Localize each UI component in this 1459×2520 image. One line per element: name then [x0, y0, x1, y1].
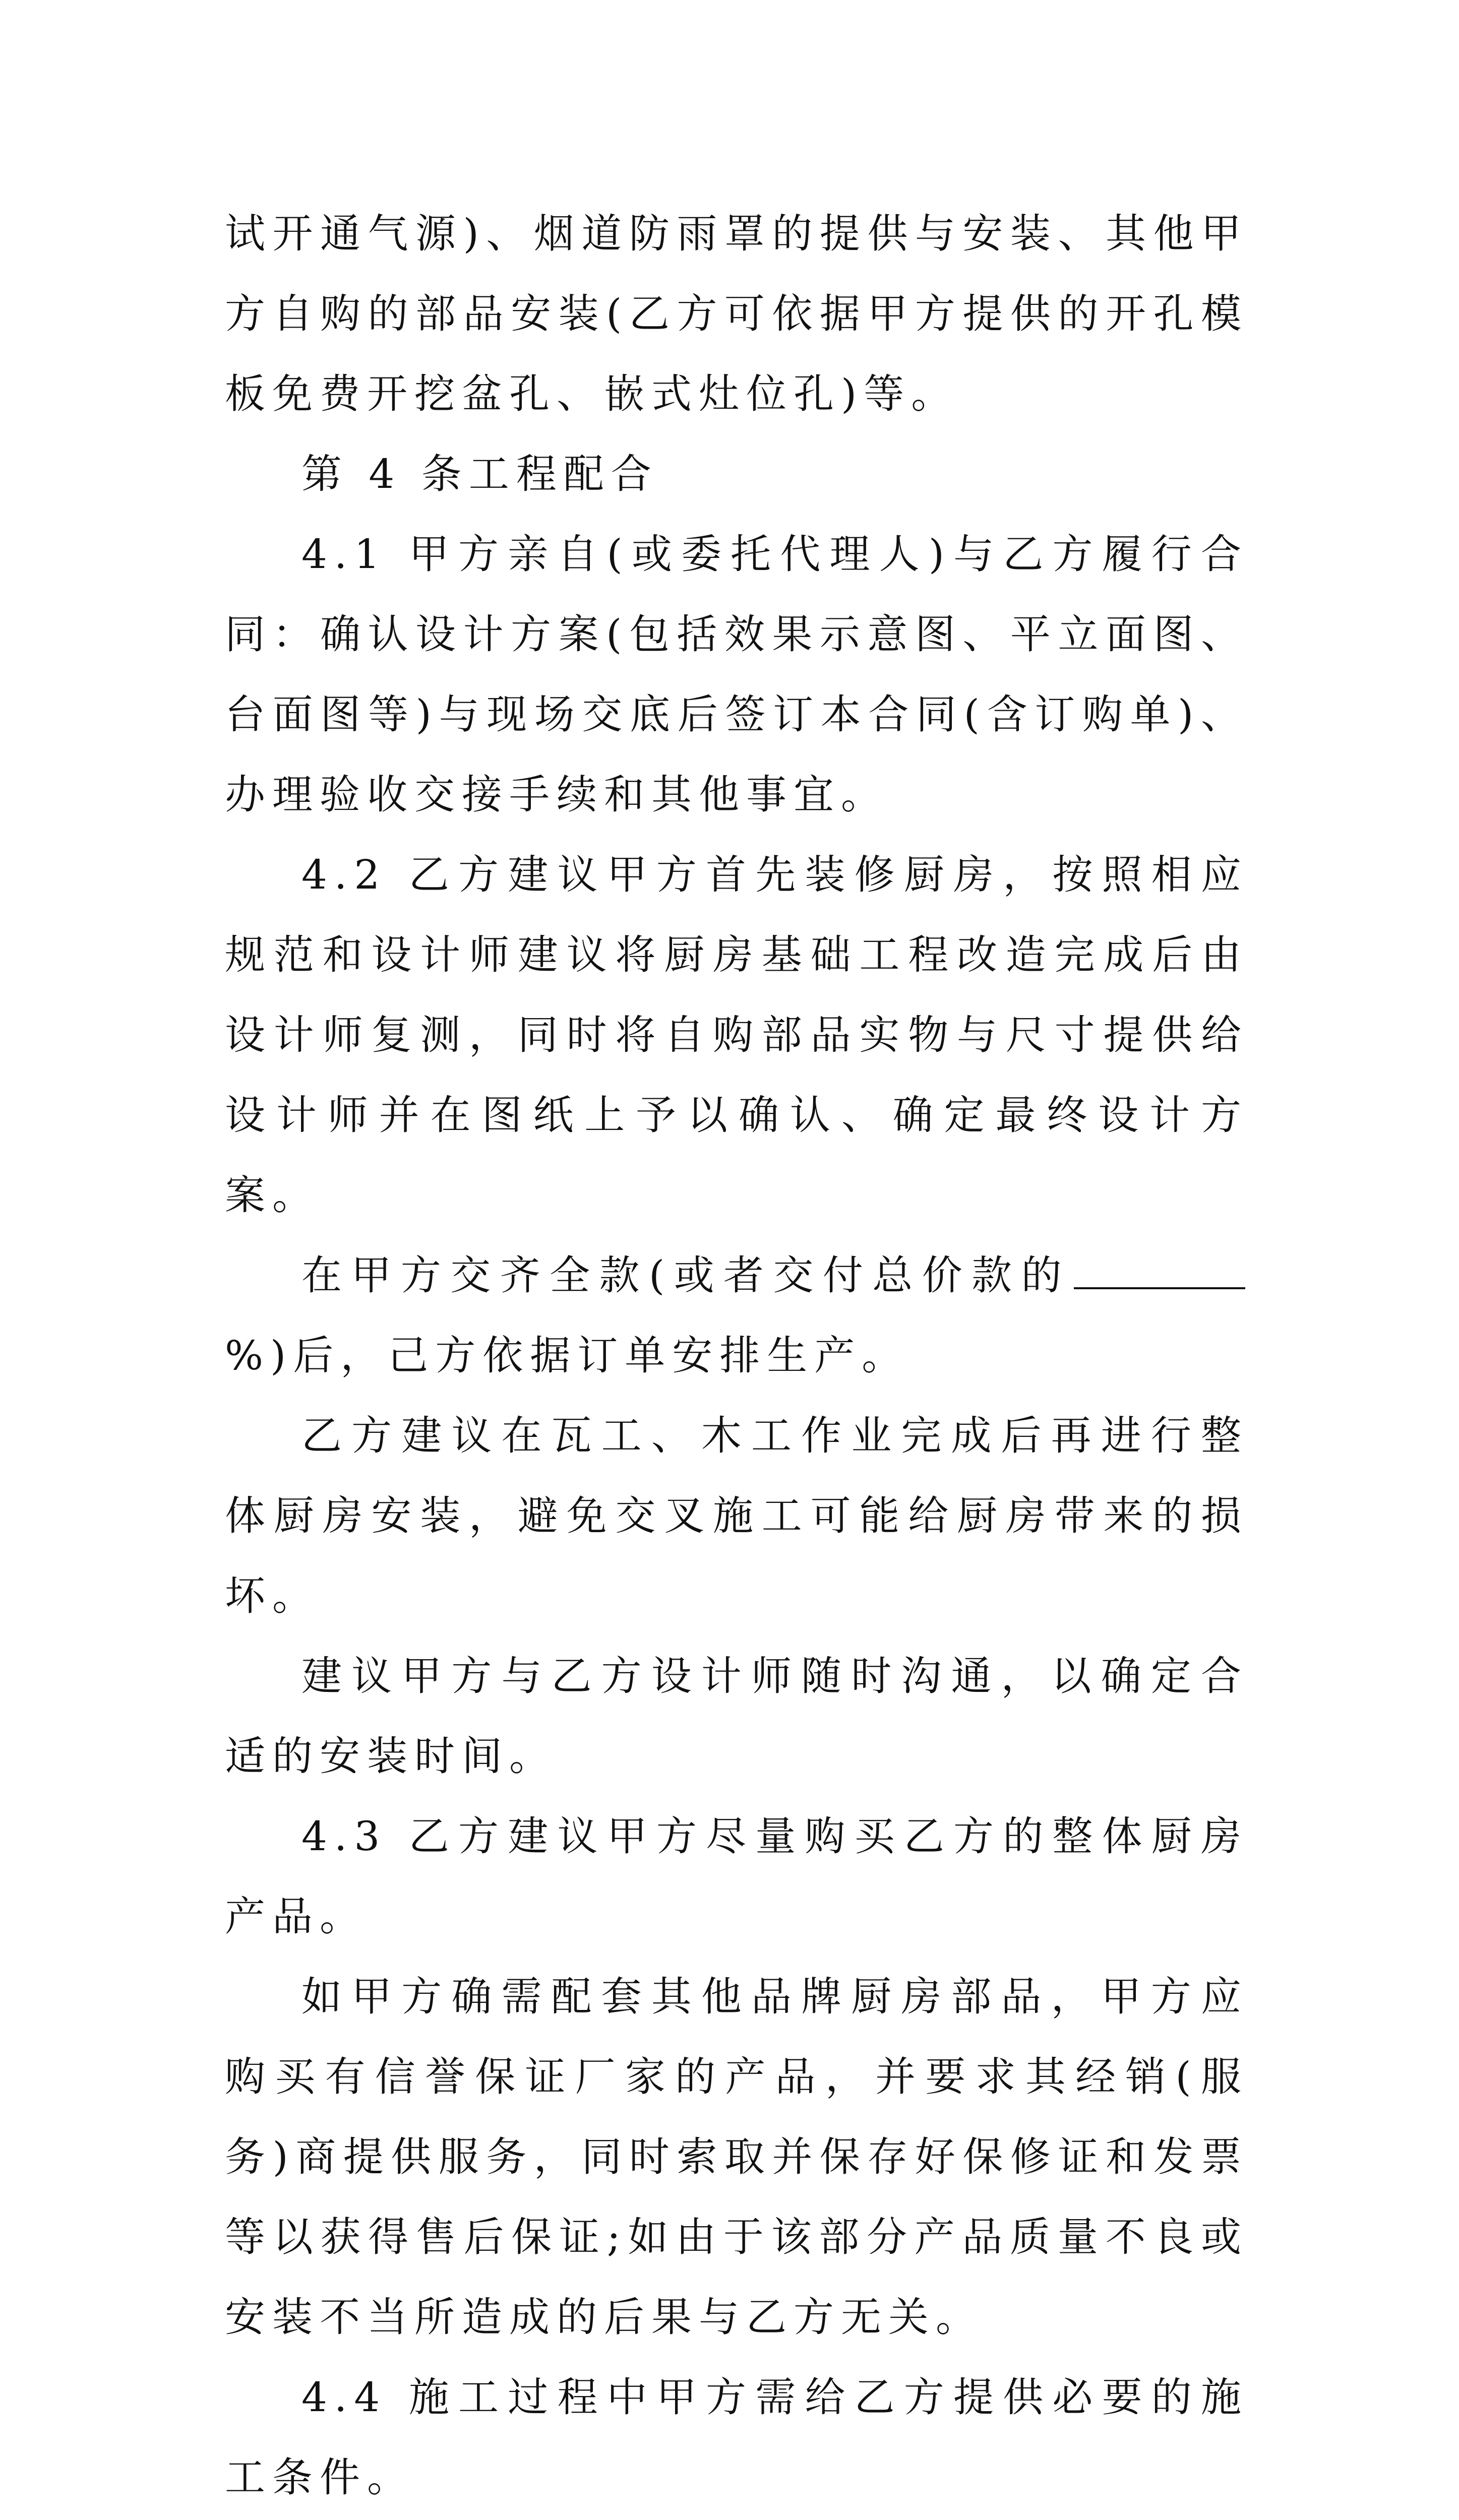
paragraph-4-3: 4.3 乙方建议甲方尽量购买乙方的整体厨房产品。: [225, 1813, 1248, 1940]
paragraph-construction-standards: [225, 2517, 1248, 2520]
payment-text-after: %)后，己方依据订单安排生产。: [225, 1332, 909, 1379]
percentage-blank-field: [1074, 1252, 1245, 1289]
paragraph-4-1: 4.1 甲方亲自(或委托代理人)与乙方履行合同：确认设计方案(包括效果示意图、平立面图、台面图等)与现场交底后签订本合同(含订购单)、办理验收交接手续和其他事宜。: [225, 531, 1248, 818]
paragraph-communication: 建议甲方与乙方设计师随时沟通，以确定合适的安装时间。: [225, 1653, 1248, 1780]
paragraph-4-4: 4.4 施工过程中甲方需给乙方提供必要的施工条件。: [225, 2374, 1248, 2501]
paragraph-4-2: 4.2 乙方建议甲方首先装修厨房，按照相应规范和设计师建议将厨房基础工程改造完成后由设计师复测，同时将自购部品实物与尺寸提供给设计师并在图纸上予以确认、确定最终设计方案。: [225, 851, 1248, 1219]
paragraph-installation-timing: 乙方建议在瓦工、木工作业完成后再进行整体厨房安装，避免交叉施工可能给厨房带来的损坏。: [225, 1412, 1248, 1619]
paragraph-payment-production: [225, 1235, 1248, 1396]
document-body: [225, 194, 1248, 2520]
paragraph-continued-installation: 试开通气源)、烟道防雨罩的提供与安装、其他甲方自购的部品安装(乙方可依据甲方提供的开孔模板免费开挖盆孔、嵌式灶位孔)等。: [225, 210, 1248, 417]
section-heading-article-4: 第 4 条工程配合: [301, 451, 658, 497]
paragraph-other-brands: 如甲方确需配套其他品牌厨房部品，甲方应购买有信誉保证厂家的产品，并要求其经销(服务)商提供服务，同时索取并保存好保修证和发票等以获得售后保证;如由于该部分产品质量不良或安装不当所造成的后果与乙方无关。: [225, 1973, 1248, 2341]
payment-text-before: 在甲方交齐全款(或者交付总价款的: [301, 1252, 1071, 1299]
